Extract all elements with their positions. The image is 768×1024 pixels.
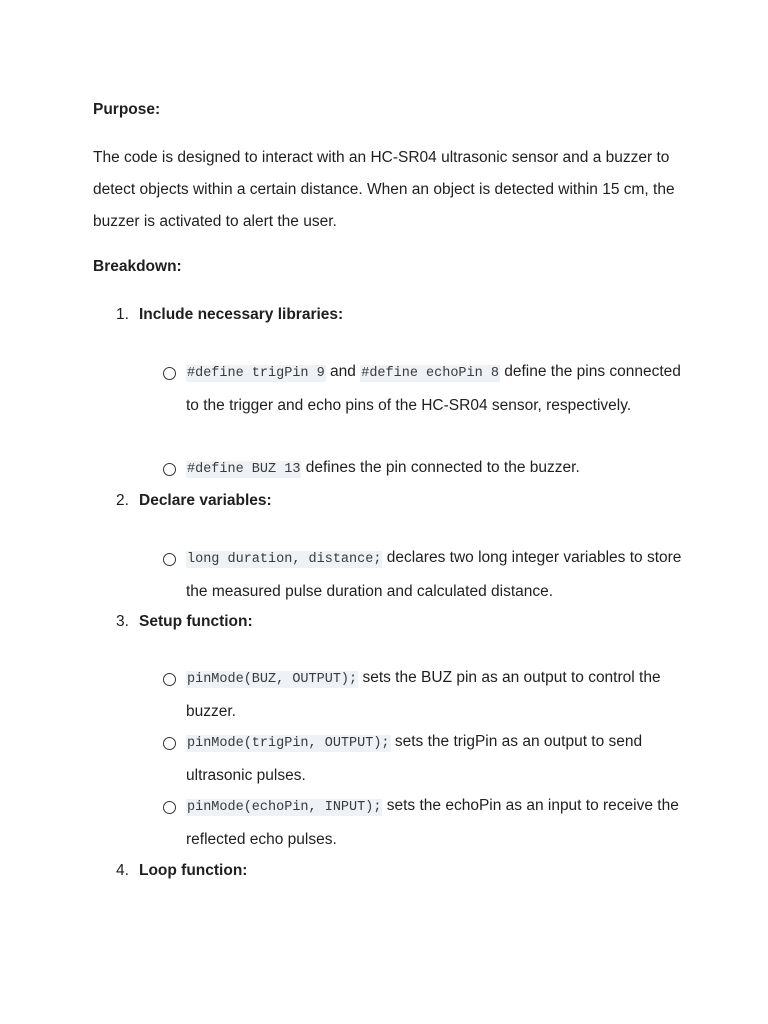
bullet-circle-icon: [163, 553, 176, 566]
list-item: pinMode(trigPin, OUTPUT); sets the trigPin as an output to send ultrasonic pulses.: [186, 733, 643, 784]
item-title-libraries: Include necessary libraries:: [139, 306, 344, 323]
list-number: 1.: [116, 306, 129, 323]
inline-code: pinMode(BUZ, OUTPUT);: [187, 672, 358, 687]
list-number: 4.: [116, 862, 129, 879]
inline-code: #define BUZ 13: [187, 462, 301, 477]
item-title-setup: Setup function:: [139, 613, 253, 630]
purpose-heading: Purpose:: [93, 101, 161, 118]
list-number: 2.: [116, 492, 129, 509]
bullet-circle-icon: [163, 801, 176, 814]
bullet-circle-icon: [163, 463, 176, 476]
list-item: long duration, distance; declares two long integer variables to store the measured pulse duration and calculated distance.: [186, 549, 682, 600]
bullet-circle-icon: [163, 673, 176, 686]
list-number: 3.: [116, 613, 129, 630]
list-item: pinMode(echoPin, INPUT); sets the echoPin as an input to receive the reflected echo pulses.: [186, 797, 679, 848]
inline-code: pinMode(echoPin, INPUT);: [187, 800, 382, 815]
inline-code: #define echoPin 8: [361, 366, 499, 381]
list-item: #define trigPin 9 and #define echoPin 8 define the pins connected to the trigger and echo pins of the HC-SR04 sensor, respectively.: [186, 363, 681, 414]
item-title-loop: Loop function:: [139, 862, 248, 879]
inline-code: long duration, distance;: [187, 552, 382, 567]
item-title-variables: Declare variables:: [139, 492, 272, 509]
bullet-circle-icon: [163, 737, 176, 750]
bullet-circle-icon: [163, 367, 176, 380]
purpose-paragraph: The code is designed to interact with an HC-SR04 ultrasonic sensor and a buzzer to detect objects within a certain distance. When an object is detected within 15 cm, the buzzer is activated to alert the user.: [93, 149, 675, 230]
list-item: #define BUZ 13 defines the pin connected to the buzzer.: [187, 459, 580, 477]
breakdown-heading: Breakdown:: [93, 258, 182, 275]
list-item: pinMode(BUZ, OUTPUT); sets the BUZ pin as an output to control the buzzer.: [186, 669, 661, 720]
inline-code: pinMode(trigPin, OUTPUT);: [187, 736, 390, 751]
inline-code: #define trigPin 9: [187, 366, 325, 381]
